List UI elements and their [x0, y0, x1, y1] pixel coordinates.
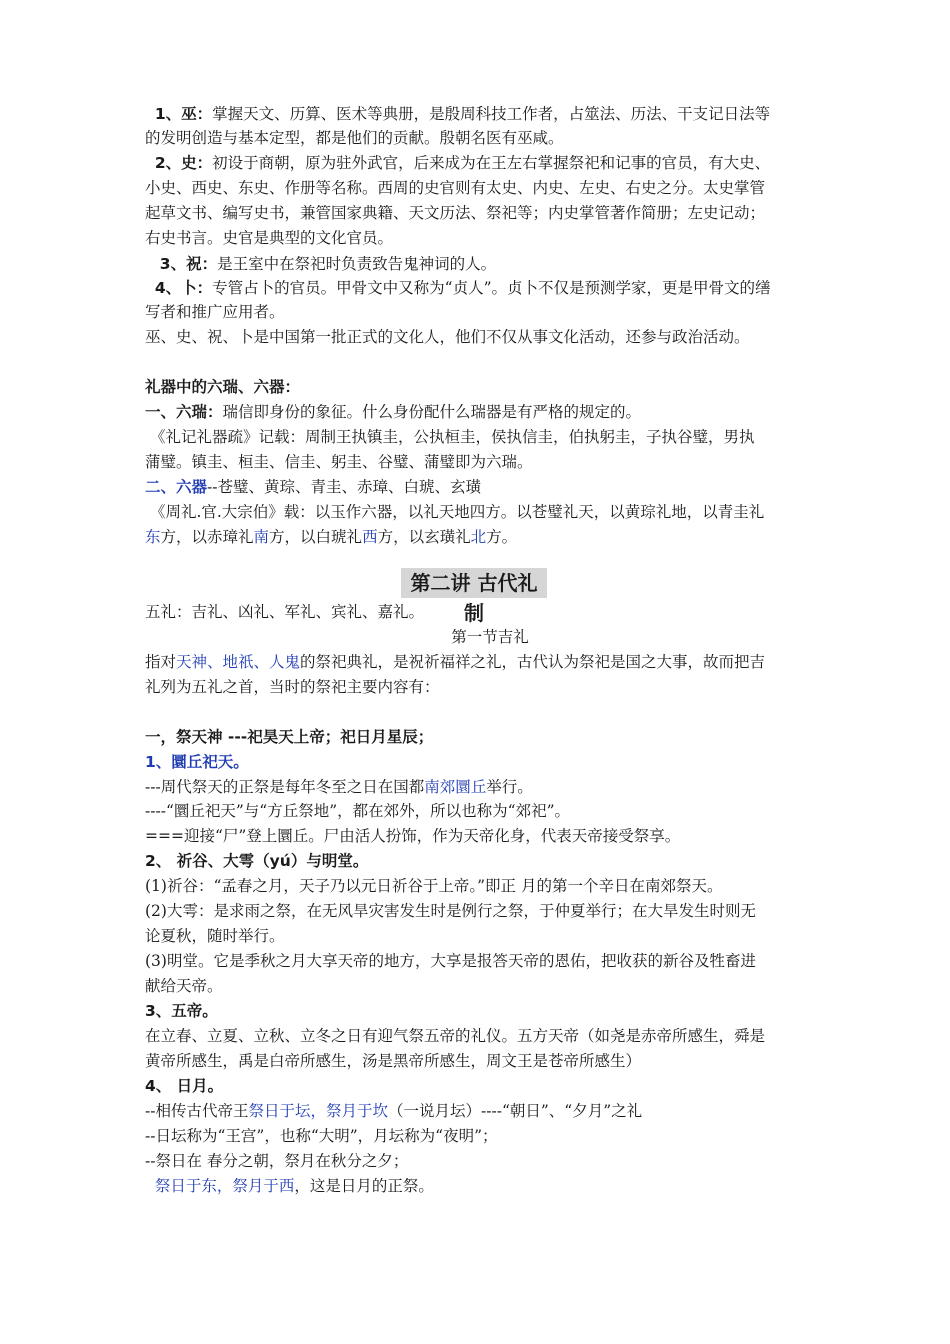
- intro-paragraph-cont: 礼列为五礼之首，当时的祭祀主要内容有：: [145, 678, 440, 696]
- subheading-yuanqiu: 1、圜丘祀天。: [145, 753, 249, 771]
- subheading-riyue: 4、 日月。: [145, 1077, 224, 1095]
- paragraph-wu-cont: [145, 128, 835, 148]
- liqi-heading: 礼器中的六瑞、六器：: [145, 378, 301, 396]
- liurui-label: 一、六瑞：: [145, 403, 223, 421]
- text: 起草文书、编写史书，兼管国家典籍、天文历法、祭祀等；内史掌管著作简册；左史记动；: [145, 204, 766, 222]
- liurui-line: [145, 402, 835, 422]
- term-shi: 2、史：: [154, 154, 213, 172]
- paragraph-shi-cont: [145, 178, 835, 198]
- liji-quote-cont: 蒲璧。镇圭、桓圭、信圭、躬圭、谷璧、蒲璧即为六瑞。: [145, 453, 533, 471]
- text: 指对: [145, 653, 177, 671]
- term-zhu: 3、祝：: [159, 255, 218, 273]
- qigu-line-1: (1)祈谷：“孟春之月，天子乃以元日祈谷于上帝。”即正 月的第一个辛日在南郊祭天。: [145, 877, 723, 895]
- paragraph-shi-cont: [145, 228, 835, 248]
- text: 《周礼.官.大宗伯》载：以玉作六器，以礼天地四方。以苍璧礼天，以黄琮礼地，以青圭礼: [149, 503, 765, 521]
- text: 专管占卜的官员。甲骨文中又称为“贞人”。贞卜不仅是预测学家，更是甲骨文的缮: [212, 279, 771, 297]
- text: 瑞信即身份的象征。什么身份配什么瑞器是有严格的规定的。: [222, 403, 642, 421]
- text: 的祭祀典礼，是祝祈福祥之礼，古代认为祭祀是国之大事，故而把吉: [300, 653, 766, 671]
- text: 掌握天文、历算、医术等典册，是殷周科技工作者，占筮法、历法、干支记日法等: [212, 105, 771, 123]
- summary-paragraph: 巫、史、祝、卜是中国第一批正式的文化人，他们不仅从事文化活动，还参与政治活动。: [145, 328, 750, 346]
- text: 举行。: [486, 778, 533, 796]
- yuanqiu-line-2: ----“圜丘祀天”与“方丘祭地”，都在郊外，所以也称为“郊祀”。: [145, 802, 570, 820]
- text: 写者和推广应用者。: [145, 303, 285, 321]
- qigu-line-2-cont: 论夏秋，随时举行。: [145, 927, 285, 945]
- text: 是王室中在祭祀时负责致告鬼神词的人。: [217, 255, 497, 273]
- liuqi-line: [145, 477, 835, 497]
- riyue-line-3: --祭日在 春分之朝，祭月在秋分之夕；: [145, 1152, 409, 1170]
- term-wu: 1、巫：: [154, 105, 213, 123]
- intro-paragraph: [145, 652, 835, 672]
- highlight: 天神、地祇、人鬼: [176, 653, 301, 671]
- liuqi-label: 二、六器: [145, 478, 208, 496]
- highlight: 西: [362, 528, 378, 546]
- text: --相传古代帝王: [145, 1102, 249, 1120]
- paragraph-zhu: [145, 254, 835, 274]
- paragraph-bu-cont: [145, 302, 835, 322]
- text: ---周代祭天的正祭是每年冬至之日在国都: [145, 778, 425, 796]
- paragraph-shi: [145, 153, 835, 173]
- text: 方，以赤璋礼: [160, 528, 254, 546]
- paragraph-bu: [145, 278, 835, 298]
- text: 方，以玄璜礼: [377, 528, 471, 546]
- paragraph-wu: [145, 104, 835, 124]
- jitian-heading: 一，祭天神 ---祀昊天上帝；祀日月星辰；: [145, 728, 434, 746]
- text: 右史书言。史官是典型的文化官员。: [145, 229, 394, 247]
- highlight: 祭日于东，祭月于西: [154, 1177, 295, 1195]
- text: 初设于商朝，原为驻外武官，后来成为在王左右掌握祭祀和记事的官员，有大史、: [212, 154, 771, 172]
- section-title: 第一节吉礼: [451, 628, 529, 646]
- zhouli-quote-cont: [145, 527, 835, 547]
- wudi-line-1: 在立春、立夏、立秋、立冬之日有迎气祭五帝的礼仪。五方天帝（如尧是赤帝所感生，舜是: [145, 1027, 766, 1045]
- highlight: 南: [253, 528, 270, 546]
- highlight: 南郊圜丘: [424, 778, 487, 796]
- term-bu: 4、卜：: [154, 279, 213, 297]
- text: 小史、西史、东史、作册等名称。西周的史官则有太史、内史、左史、右史之分。太史掌管: [145, 179, 766, 197]
- subheading-qigu: 2、 祈谷、大雩（yú）与明堂。: [145, 852, 369, 870]
- text: --苍璧、黄琮、青圭、赤璋、白琥、玄璜: [207, 478, 481, 496]
- qigu-line-2: (2)大雩：是求雨之祭，在无风旱灾害发生时是例行之祭，于仲夏举行；在大旱发生时则无: [145, 902, 756, 920]
- highlight: 北: [470, 528, 487, 546]
- riyue-line-2: --日坛称为“王宫”，也称“大明”，月坛称为“夜明”；: [145, 1127, 498, 1145]
- paragraph-shi-cont: [145, 203, 835, 223]
- text: 《礼记礼器疏》记载：周制王执镇圭，公执桓圭，侯执信圭，伯执躬圭，子执谷璧，男执: [149, 428, 755, 446]
- yuanqiu-line-3: ===迎接“尸”登上圜丘。尸由活人扮饰，作为天帝化身，代表天帝接受祭享。: [145, 827, 681, 845]
- lecture-title: 第二讲 古代礼制: [401, 568, 547, 598]
- wuli-line: 五礼：吉礼、凶礼、军礼、宾礼、嘉礼。: [145, 603, 425, 621]
- highlight: 东: [145, 528, 161, 546]
- qigu-line-3-cont: 献给天帝。: [145, 977, 223, 995]
- qigu-line-3: (3)明堂。它是季秋之月大享天帝的地方，大享是报答天帝的恩佑，把收获的新谷及牲畜进: [145, 952, 756, 970]
- text: 方。: [486, 528, 518, 546]
- riyue-line-1: [145, 1101, 835, 1121]
- text: 方，以白琥礼: [269, 528, 363, 546]
- zhouli-quote: [145, 502, 835, 522]
- wudi-line-2: 黄帝所感生，禹是白帝所感生，汤是黑帝所感生，周文王是苍帝所感生）: [145, 1052, 642, 1070]
- text: （一说月坛）----“朝日”、“夕月”之礼: [388, 1102, 643, 1120]
- highlight: 祭日于坛，祭月于坎: [248, 1102, 388, 1120]
- text: ，这是日月的正祭。: [294, 1177, 434, 1195]
- subheading-wudi: 3、五帝。: [145, 1002, 218, 1020]
- text: 的发明创造与基本定型，都是他们的贡献。殷朝名医有巫咸。: [145, 129, 564, 147]
- liji-quote: [145, 427, 835, 447]
- yuanqiu-line-1: [145, 777, 835, 797]
- riyue-line-4: [145, 1176, 835, 1196]
